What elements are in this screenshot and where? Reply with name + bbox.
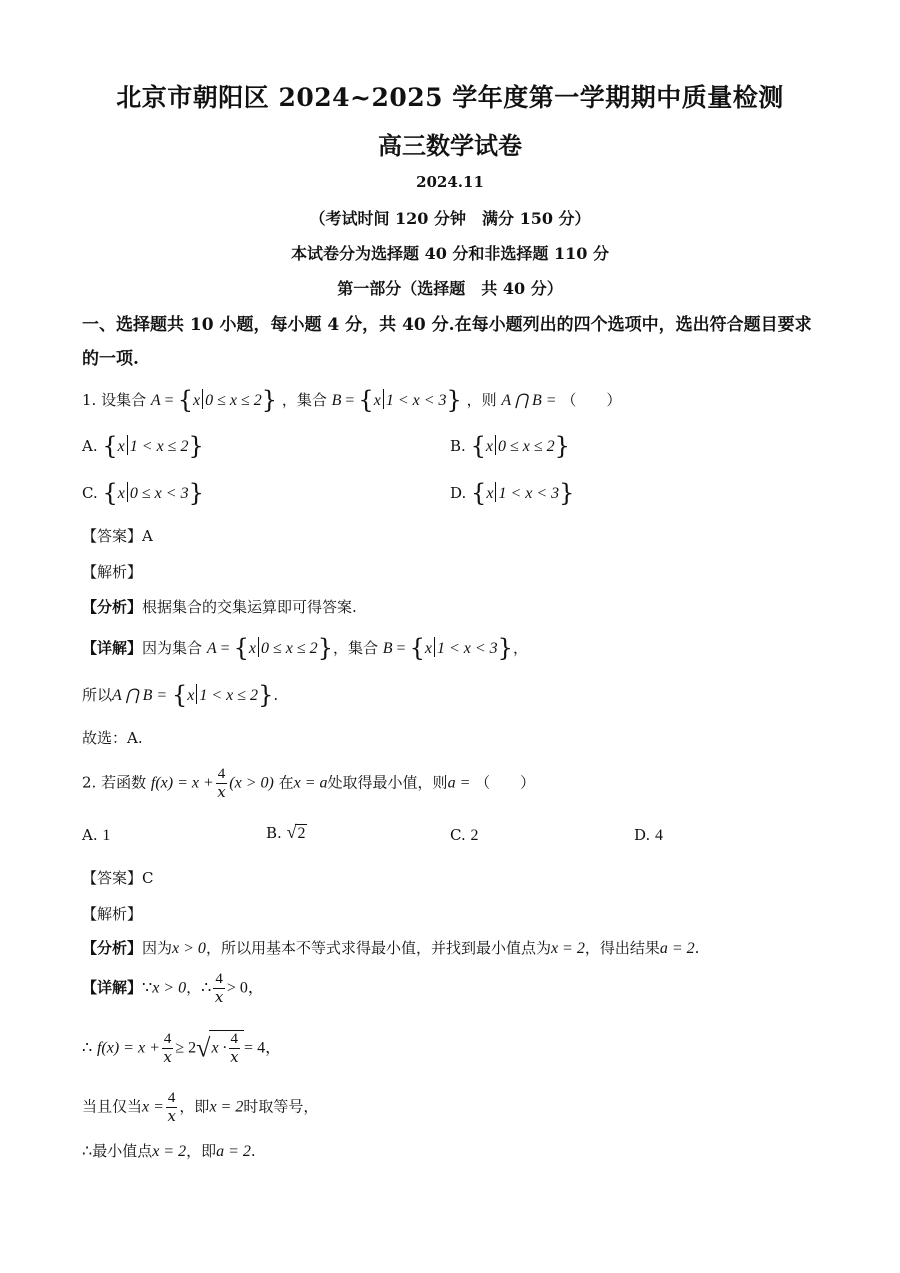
because-symbol: ∵ — [142, 979, 153, 997]
therefore-symbol: ∴ — [82, 1039, 93, 1057]
q2-mid: 在 — [278, 773, 294, 792]
ineq-geq: ≥ 2 — [175, 1039, 197, 1057]
therefore-symbol: ∴ — [82, 1143, 93, 1160]
option-label: B. — [450, 437, 466, 455]
q1-set-a-cond: 0 ≤ x ≤ 2 — [205, 392, 262, 409]
detail-math: a = 2 — [216, 1143, 251, 1160]
frac-num: 4 — [230, 1031, 239, 1047]
fenxi-text: 根据集合的交集运算即可得答案. — [142, 598, 357, 616]
q2-option-c[interactable] — [450, 826, 479, 845]
detail-text: ，集合 — [332, 639, 378, 657]
detail-math: x > 0 — [152, 979, 187, 997]
q1-set-b-name: B — [331, 392, 342, 409]
q2-prefix: 2. 若函数 — [82, 773, 147, 792]
exam-time-info: （考试时间 120 分钟 满分 150 分） — [309, 209, 591, 228]
option-cond: 0 ≤ x < 3 — [129, 485, 189, 502]
part-heading: 第一部分（选择题 共 40 分） — [337, 279, 563, 298]
detail-text: 因为集合 — [142, 639, 203, 657]
q1-set-a-name: A — [150, 392, 161, 409]
fenxi-text: ，得出结果 — [584, 939, 660, 957]
q1-so: 所以A ⋂ B = {x 1 < x ≤ 2}. — [82, 681, 279, 709]
q2-answer — [82, 867, 154, 888]
q1-option-d[interactable]: D. {x 1 < x < 3} — [450, 479, 575, 507]
answer-value: C — [142, 869, 154, 887]
fenxi-math: a = 2 — [659, 940, 695, 957]
option-value: 2 — [297, 825, 306, 842]
option-value: 1 — [102, 827, 111, 844]
detail-text: ， — [512, 639, 528, 657]
q1-answer — [82, 525, 153, 546]
q2-option-a[interactable] — [82, 826, 110, 845]
detail-math: x = 2 — [152, 1143, 187, 1160]
so-cond: 1 < x ≤ 2 — [199, 687, 259, 704]
frac-den: x — [163, 1048, 172, 1066]
q1-fenxi — [82, 596, 357, 617]
fenxi-math: x > 0 — [172, 940, 206, 957]
q1-analysis-tag: 【解析】 — [82, 563, 143, 581]
option-label: A. — [82, 826, 98, 844]
detail-text: 最小值点 — [92, 1142, 153, 1160]
q2-equality-condition — [82, 1090, 318, 1125]
option-label: C. — [450, 826, 466, 844]
fenxi-math: x = 2 — [550, 940, 585, 957]
set-b-name: B — [382, 640, 393, 657]
option-label: D. — [450, 484, 467, 502]
frac-den: x — [167, 1107, 176, 1125]
q2-paren: （ ） — [475, 773, 536, 792]
answer-tag: 【答案】 — [82, 869, 143, 887]
option-label: B. — [266, 824, 282, 842]
q2-option-b[interactable]: B. √2 — [266, 822, 306, 842]
exam-date: 2024.11 — [416, 173, 484, 191]
frac-num: 4 — [167, 1090, 176, 1106]
detail-text: 当且仅当 — [82, 1097, 143, 1116]
q2-ask: a = — [447, 774, 471, 792]
q1-set-b-cond: 1 < x < 3 — [385, 392, 447, 409]
set-a-name: A — [206, 640, 217, 657]
q1-detail: 【详解】因为集合 A = {x 0 ≤ x ≤ 2}，集合 B = {x 1 < x < 3}， — [82, 634, 528, 662]
so-text: 所以 — [82, 686, 113, 704]
q1-mid: ，集合 — [281, 391, 327, 409]
section-intro: 一、选择题共 10 小题，每小题 4 分，共 40 分.在每小题列出的四个选项中，选出符合题目要求的一项. — [82, 315, 812, 369]
sqrt-inner: x · — [211, 1039, 227, 1057]
q2-stem — [82, 766, 535, 801]
q2-inequality: ∴ f(x) = x + $\frac{4}{x}$ ≥ 2√x · $\frac{4}{x}$ = 4， — [82, 1031, 282, 1066]
q1-paren: （ ） — [561, 391, 622, 409]
option-cond: 1 < x < 3 — [498, 485, 560, 502]
frac-num: 4 — [215, 971, 223, 987]
ineq-lhs: f(x) = x + — [96, 1039, 160, 1057]
fenxi-text: 因为 — [142, 939, 173, 957]
q1-expr: A ⋂ B = — [501, 392, 557, 409]
detail-math: x = 2 — [209, 1098, 244, 1116]
q2-func: f(x) = x + — [150, 774, 214, 792]
fenxi-tag: 【分析】 — [82, 939, 143, 957]
detail-tag: 【详解】 — [82, 639, 143, 657]
frac-den: x — [230, 1048, 239, 1066]
detail-fraction — [213, 971, 225, 1006]
q2-analysis-tag: 【解析】 — [82, 905, 143, 923]
detail-text: ，即 — [186, 1142, 217, 1160]
q1-suffix: ，则 — [466, 391, 497, 409]
so-expr: A ⋂ B = — [112, 687, 168, 704]
q1-option-b[interactable]: B. {x 0 ≤ x ≤ 2} — [450, 432, 570, 460]
so-end: . — [273, 686, 279, 704]
answer-tag: 【答案】 — [82, 527, 143, 545]
q2-fenxi — [82, 937, 699, 958]
option-value: 4 — [655, 827, 664, 844]
set-a-cond: 0 ≤ x ≤ 2 — [261, 640, 318, 657]
detail-text: 时取等号， — [243, 1097, 319, 1116]
q2-mid2: 处取得最小值，则 — [327, 773, 448, 792]
exam-structure: 本试卷分为选择题 40 分和非选择题 110 分 — [291, 244, 609, 263]
fenxi-text: ，所以用基本不等式求得最小值，并找到最小值点为 — [205, 939, 551, 957]
answer-value: A — [142, 527, 153, 545]
detail-text: ， — [186, 978, 202, 997]
eq-fraction — [166, 1090, 178, 1125]
frac-den: x — [217, 783, 226, 801]
fenxi-text: . — [694, 939, 700, 957]
q2-cond: (x > 0) — [229, 774, 274, 792]
frac-num: 4 — [163, 1031, 172, 1047]
detail-text: . — [250, 1142, 256, 1160]
exam-subtitle: 高三数学试卷 — [378, 131, 522, 160]
exam-title: 北京市朝阳区 2024~2025 学年度第一学期期中质量检测 — [116, 83, 784, 112]
q1-stem: 1. 设集合 A = {x 0 ≤ x ≤ 2} ，集合 B = {x 1 < x < 3} ，则 A ⋂ B = （ ） — [82, 386, 622, 414]
detail-math: > 0， — [226, 979, 264, 997]
detail-text: ，即 — [179, 1097, 210, 1116]
frac-den: x — [214, 988, 224, 1006]
ineq-fraction — [162, 1031, 174, 1066]
option-label: A. — [82, 437, 98, 455]
ineq-rhs: = 4， — [244, 1039, 282, 1057]
q2-conclusion — [82, 1140, 256, 1161]
fenxi-tag: 【分析】 — [82, 598, 143, 616]
option-cond: 1 < x ≤ 2 — [129, 438, 189, 455]
option-cond: 0 ≤ x ≤ 2 — [497, 438, 555, 455]
q1-option-c[interactable]: C. {x 0 ≤ x < 3} — [82, 479, 204, 507]
q1-option-a[interactable]: A. {x 1 < x ≤ 2} — [82, 432, 204, 460]
set-b-cond: 1 < x < 3 — [436, 640, 498, 657]
q1-prefix: 1. 设集合 — [82, 391, 147, 409]
ineq-sqrt — [209, 1030, 244, 1066]
detail-math: x = — [142, 1098, 164, 1116]
q2-detail — [82, 971, 264, 1006]
option-label: C. — [82, 484, 98, 502]
detail-tag: 【详解】 — [82, 978, 143, 997]
option-value: 2 — [470, 827, 479, 844]
frac-num: 4 — [217, 766, 226, 782]
sqrt-fraction — [229, 1031, 241, 1066]
q1-choose: 故选：A. — [82, 729, 143, 747]
q2-option-d[interactable] — [634, 826, 663, 845]
therefore-symbol: ∴ — [201, 979, 212, 997]
q2-fraction — [216, 766, 228, 801]
q2-at: x = a — [293, 774, 328, 792]
option-label: D. — [634, 826, 651, 844]
